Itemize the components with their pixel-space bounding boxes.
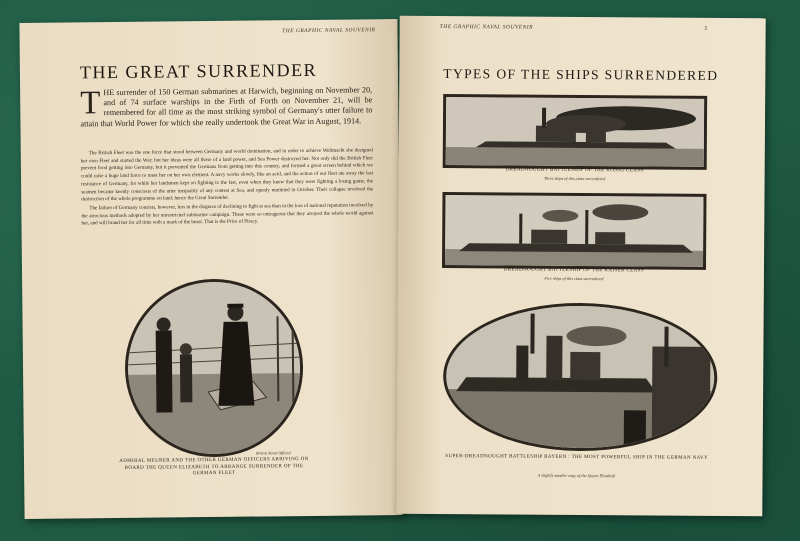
article-body [81, 147, 374, 229]
photo-konig-class [443, 94, 708, 170]
page-number: 5 [704, 25, 708, 32]
body-paragraph: The failure of Germany consists, however, less in the disgrace of declining to fight at sea than in the loss of national reputation involved by the atrocious methods adopted by her unrestricted submarine campaign. These were so outrageous that they arrayed the whole world against her, and will brand her for all time with a mark of the beast. That is the Price of Piracy. [81, 202, 374, 227]
running-header-left: THE GRAPHIC NAVAL SOUVENIR [282, 27, 376, 35]
caption-konig-class: DREADNOUGHT BATTLESHIP OF THE KONIG CLASS [505, 167, 644, 174]
running-header-right: THE GRAPHIC NAVAL SOUVENIR [439, 24, 534, 31]
oval-photo-bayern [443, 302, 718, 452]
subcaption-konig-class: Three ships of this class surrendered [543, 175, 606, 182]
caption-bayern: SUPER-DREADNOUGHT BATTLESHIP BAYERN : THE MOST POWERFUL SHIP IN THE GERMAN NAVY [445, 454, 709, 461]
left-page [19, 19, 402, 519]
lead-text: HE surrender of 150 German submarines at Harwich, beginning on November 20, and of 74 surface warships in the Firth of Forth on November 21, will be remembered for all time as the most striking symbol of Germany's utter failure to attain that World Power for which she really undertook the Great War in August, 1914. [80, 85, 373, 128]
photo-kaiser-class [442, 192, 707, 270]
drop-cap: T [80, 85, 101, 122]
right-page [396, 16, 765, 517]
subcaption-kaiser-class: Five ships of this class surrendered [544, 275, 604, 282]
caption-kaiser-class: DREADNOUGHT BATTLESHIP OF THE KAISER CLASS [503, 267, 645, 274]
subcaption-bayern: A slightly smaller copy of the Queen Elizabeth [537, 472, 616, 479]
oval-photo-officers [124, 278, 304, 458]
section-title: TYPES OF THE SHIPS SURRENDERED [443, 66, 719, 83]
photo-caption-officers: ADMIRAL MEURER AND THE OTHER GERMAN OFFICERS ARRIVING ON BOARD THE QUEEN ELIZABETH TO ARRANGE SURRENDER OF THE GERMAN FLEET [119, 456, 309, 477]
article-title: THE GREAT SURRENDER [79, 59, 318, 83]
body-paragraph: The British Fleet was the one force that stood between Germany and world domination, and in order to achieve Weltmacht she designed her own Fleet and started the War; but her ideas were all those of a land power, and Sea Power destroyed her. Not only did the British Fleet prevent food getting into Germany, but it prevented the Germans from getting into this country, and formed a great screen behind which we could raise a huge land force to meet her on her own element. A navy works slowly, like an acid, and the action of our fleet ate away the last resistance of Germany, for while her landsmen kept on fighting to the last, even when they knew that they were fighting a losing game, the seamen became keenly conscious of the utter inequality of any contest at Sea, and openly mutinied in October. Their collapse involved the destruction of the whole programme on land; hence the Great Surrender. [80, 147, 374, 203]
lead-paragraph [80, 85, 372, 129]
photo-credit: British Naval Official [255, 450, 291, 456]
